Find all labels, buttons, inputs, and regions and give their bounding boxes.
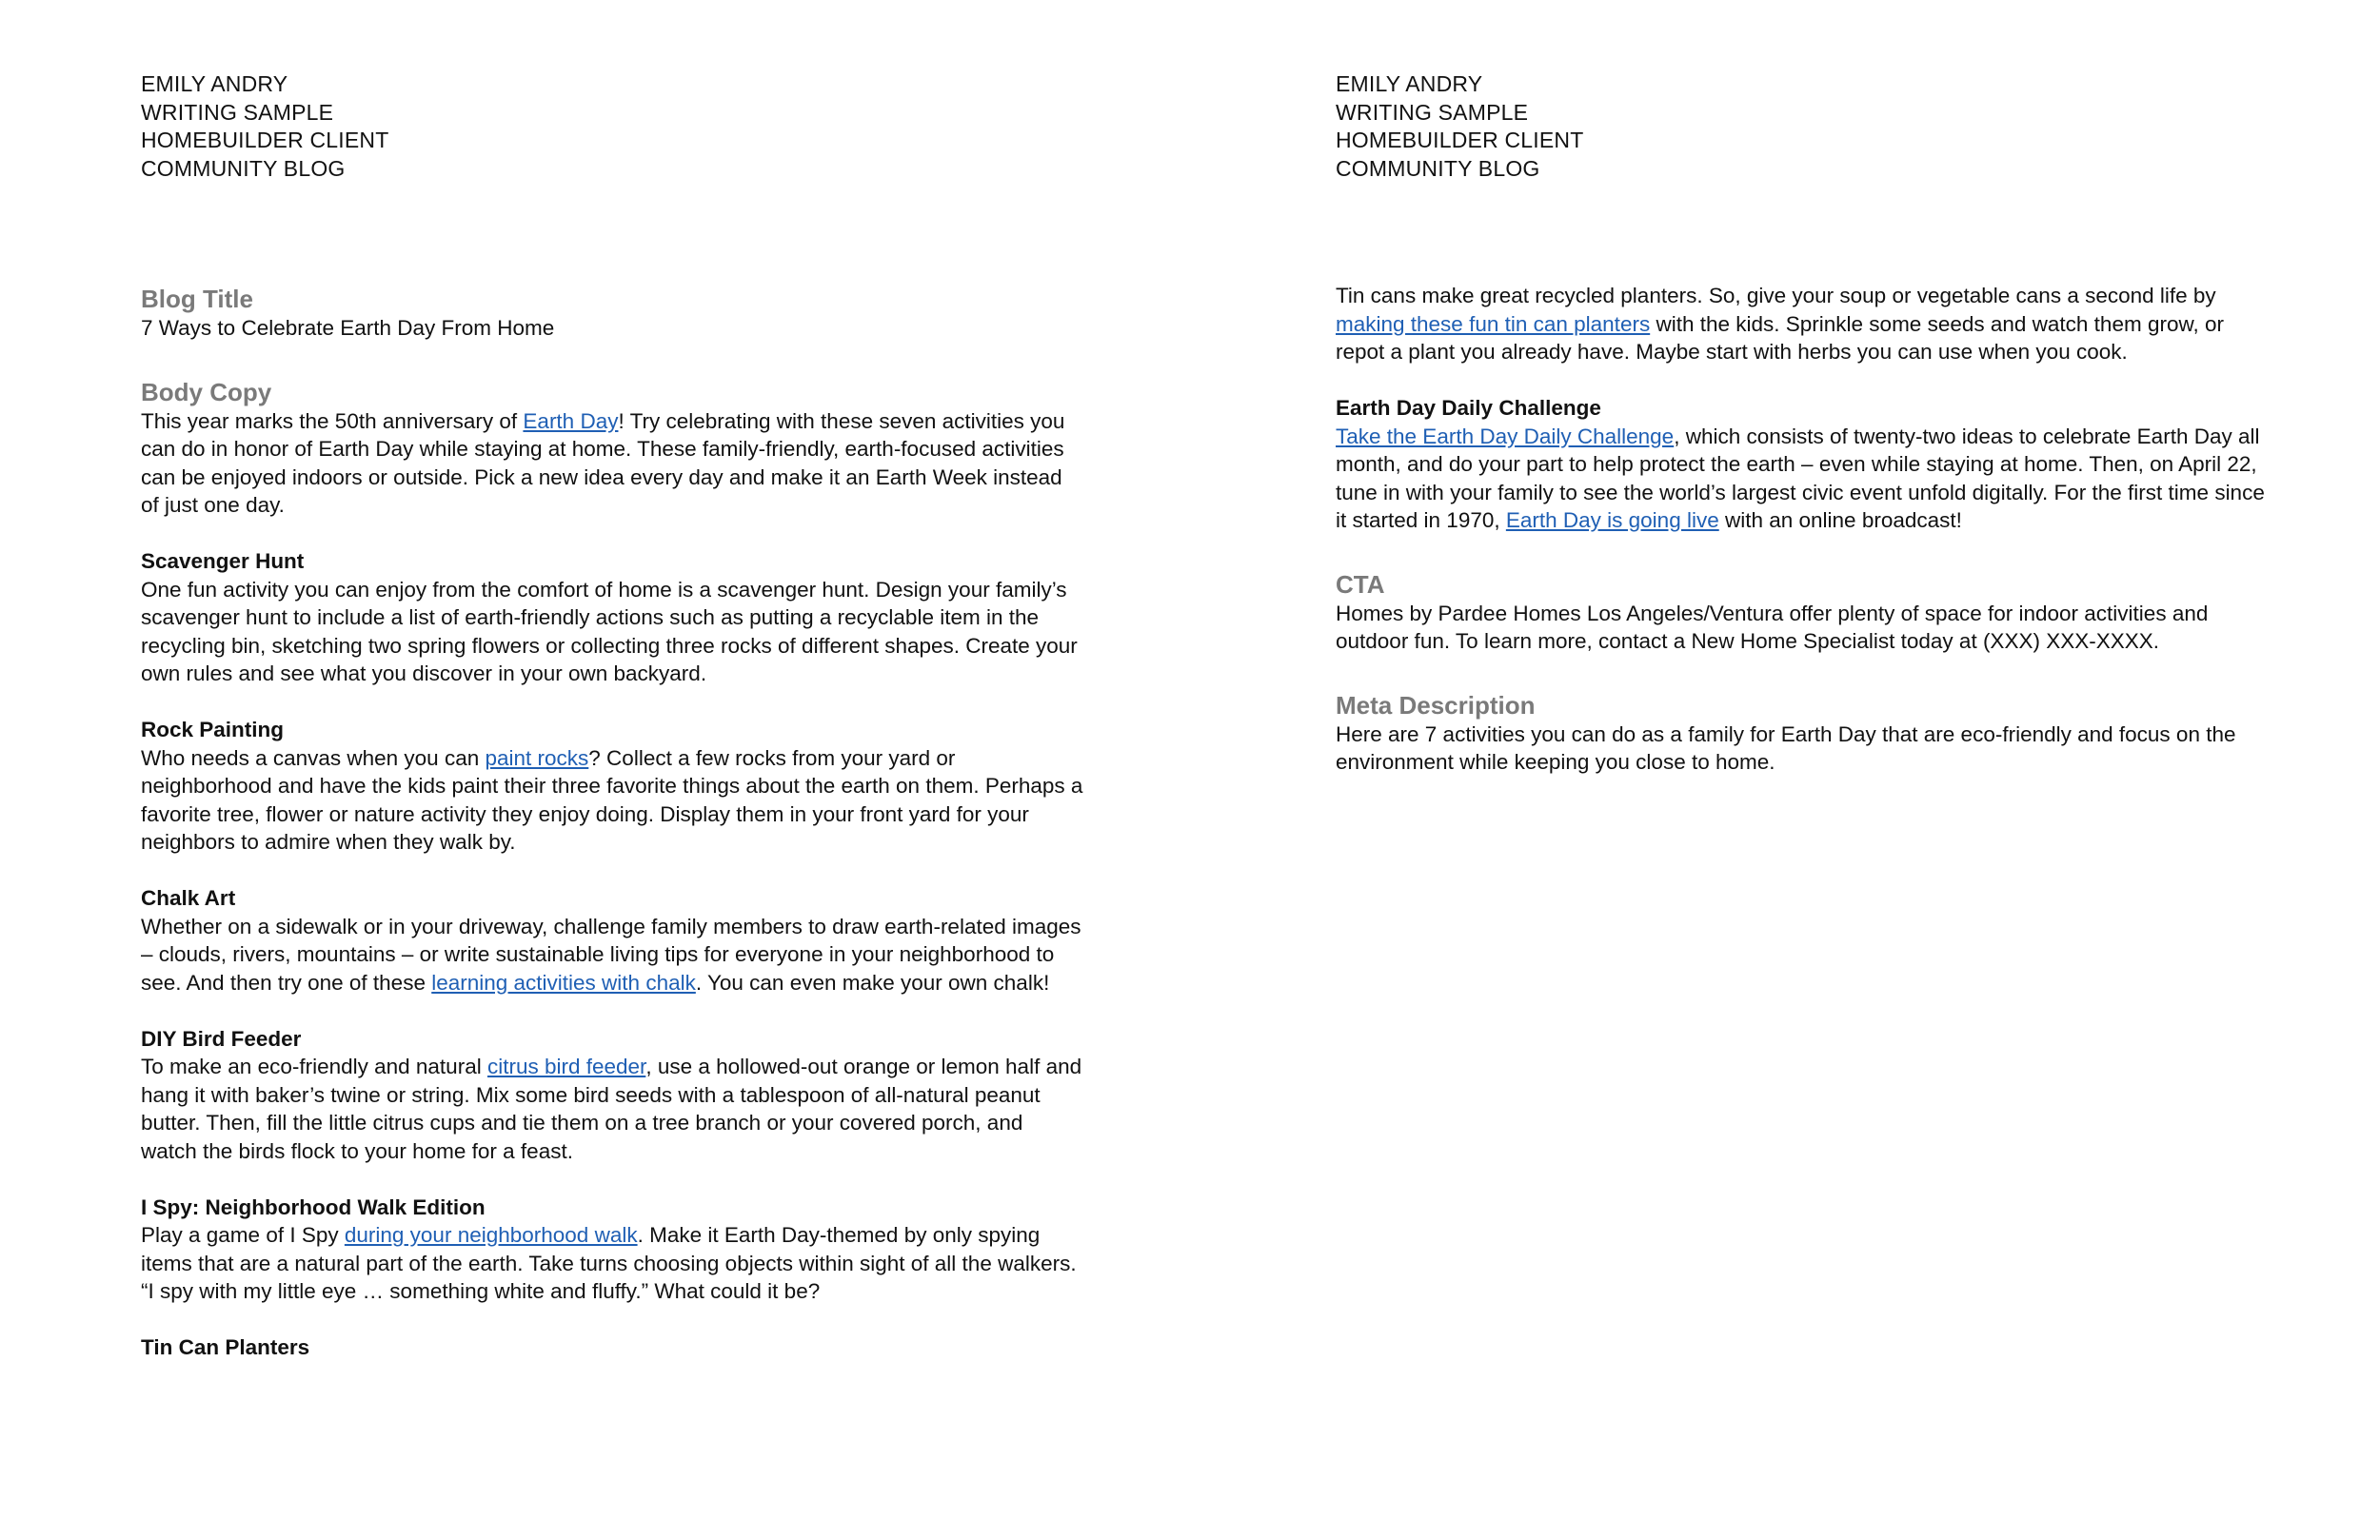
cta-heading: CTA — [1336, 569, 1385, 599]
chalk-art-paragraph: Whether on a sidewalk or in your driveway, challenge family members to draw earth-related images – clouds, rivers, mountains – or write sustainable living tips for everyone in your neighborhood to see. And then try one of these learning activities with chalk. You can even make your own chalk! — [141, 914, 1081, 995]
daily-challenge-paragraph: Take the Earth Day Daily Challenge, which consists of twenty-two ideas to celebrate Earth Day all month, and do your part to help protect the earth – even while staying at home. Then, on April 22, tune in with your family to see the world’s largest civic event unfold digitally. For the first time since it started in 1970, Earth Day is going live with an online broadcast! — [1336, 424, 2265, 532]
right-content — [1336, 282, 2278, 777]
i-spy-paragraph: Play a game of I Spy during your neighborhood walk. Make it Earth Day-themed by only spying items that are a natural part of the earth. Take turns choosing objects within sight of all the walkers. “I spy with my little eye … something white and fluffy.” What could it be? — [141, 1223, 1077, 1303]
bird-feeder-heading: DIY Bird Feeder — [141, 1026, 302, 1051]
paint-rocks-link[interactable]: paint rocks — [485, 745, 589, 770]
tin-can-planters-link[interactable]: making these fun tin can planters — [1336, 311, 1651, 336]
intro-paragraph: This year marks the 50th anniversary of Earth Day! Try celebrating with these seven activities you can do in honor of Earth Day while staying at home. These family-friendly, earth-focused activities can be enjoyed indoors or outside. Pick a new idea every day and make it an Earth Week instead of just one day. — [141, 408, 1065, 517]
i-spy-heading: I Spy: Neighborhood Walk Edition — [141, 1194, 486, 1219]
citrus-bird-feeder-link[interactable]: citrus bird feeder — [486, 1055, 646, 1078]
cta-paragraph: Homes by Pardee Homes Los Angeles/Ventura offer plenty of space for indoor activities and outdoor fun. To learn more, contact a New Home Specialist today at (XXX) XXX-XXXX. — [1336, 601, 2209, 653]
header-category: COMMUNITY BLOG — [141, 155, 346, 181]
chalk-activities-link[interactable]: learning activities with chalk — [431, 970, 696, 995]
header-author: EMILY ANDRY — [1336, 71, 1483, 96]
scavenger-hunt-paragraph: One fun activity you can enjoy from the comfort of home is a scavenger hunt. Design your family’s scavenger hunt to include a list of earth-friendly actions such as putting a recyclable item in the recycling bin, sketching two spring flowers or collecting three rocks of different shapes. Create your own rules and see what you discover in your own backyard. — [141, 577, 1078, 685]
body-copy-heading: Body Copy — [141, 377, 272, 406]
meta-description-paragraph: Here are 7 activities you can do as a family for Earth Day that are eco-friendly and focus on the environment while keeping you close to home. — [1336, 721, 2236, 774]
bird-feeder-paragraph: To make an eco-friendly and natural citrus bird feeder, use a hollowed-out orange or lemon half and hang it with baker’s twine or string. Mix some bird seeds with a tablespoon of all-natural peanut butter. Then, fill the little citrus cups and tie them on a tree branch or your covered porch, and watch the birds flock to your home for a feast. — [141, 1055, 1082, 1163]
scavenger-hunt-heading: Scavenger Hunt — [141, 549, 305, 573]
header-category: COMMUNITY BLOG — [1336, 155, 1540, 181]
meta-description-heading: Meta Description — [1336, 690, 1536, 720]
earth-day-link[interactable]: Earth Day — [523, 408, 619, 433]
page-right — [1190, 0, 2380, 1540]
daily-challenge-link[interactable]: Take the Earth Day Daily Challenge — [1336, 424, 1675, 448]
header-client: HOMEBUILDER CLIENT — [141, 128, 389, 152]
rock-painting-paragraph: Who needs a canvas when you can paint rocks? Collect a few rocks from your yard or neighborhood and have the kids paint their three favorite things about the earth on them. Perhaps a favorite tree, flower or nature activity they enjoy doing. Display them in your front yard for your neighbors to admire when they walk by. — [141, 745, 1083, 854]
earth-day-live-link[interactable]: Earth Day is going live — [1505, 508, 1719, 532]
header-client: HOMEBUILDER CLIENT — [1336, 128, 1584, 152]
tin-can-planters-heading: Tin Can Planters — [141, 1335, 310, 1359]
header-author: EMILY ANDRY — [141, 71, 288, 96]
header-type: WRITING SAMPLE — [141, 99, 334, 125]
blog-title-heading: Blog Title — [141, 285, 253, 313]
rock-painting-heading: Rock Painting — [141, 718, 285, 741]
tin-can-planters-paragraph: Tin cans make great recycled planters. So, give your soup or vegetable cans a second life by making these fun tin can planters with the kids. Sprinkle some seeds and watch them grow, or repot a plant you already have. Maybe start with herbs you can use when you cook. — [1336, 284, 2224, 364]
neighborhood-walk-link[interactable]: during your neighborhood walk — [344, 1223, 638, 1247]
document-header-right — [1336, 70, 1583, 183]
header-type: WRITING SAMPLE — [1336, 99, 1529, 125]
blog-title-text: 7 Ways to Celebrate Earth Day From Home — [141, 316, 555, 340]
left-content — [141, 284, 1083, 1362]
document-header-left — [141, 70, 388, 183]
chalk-art-heading: Chalk Art — [141, 886, 236, 910]
daily-challenge-heading: Earth Day Daily Challenge — [1336, 396, 1601, 420]
